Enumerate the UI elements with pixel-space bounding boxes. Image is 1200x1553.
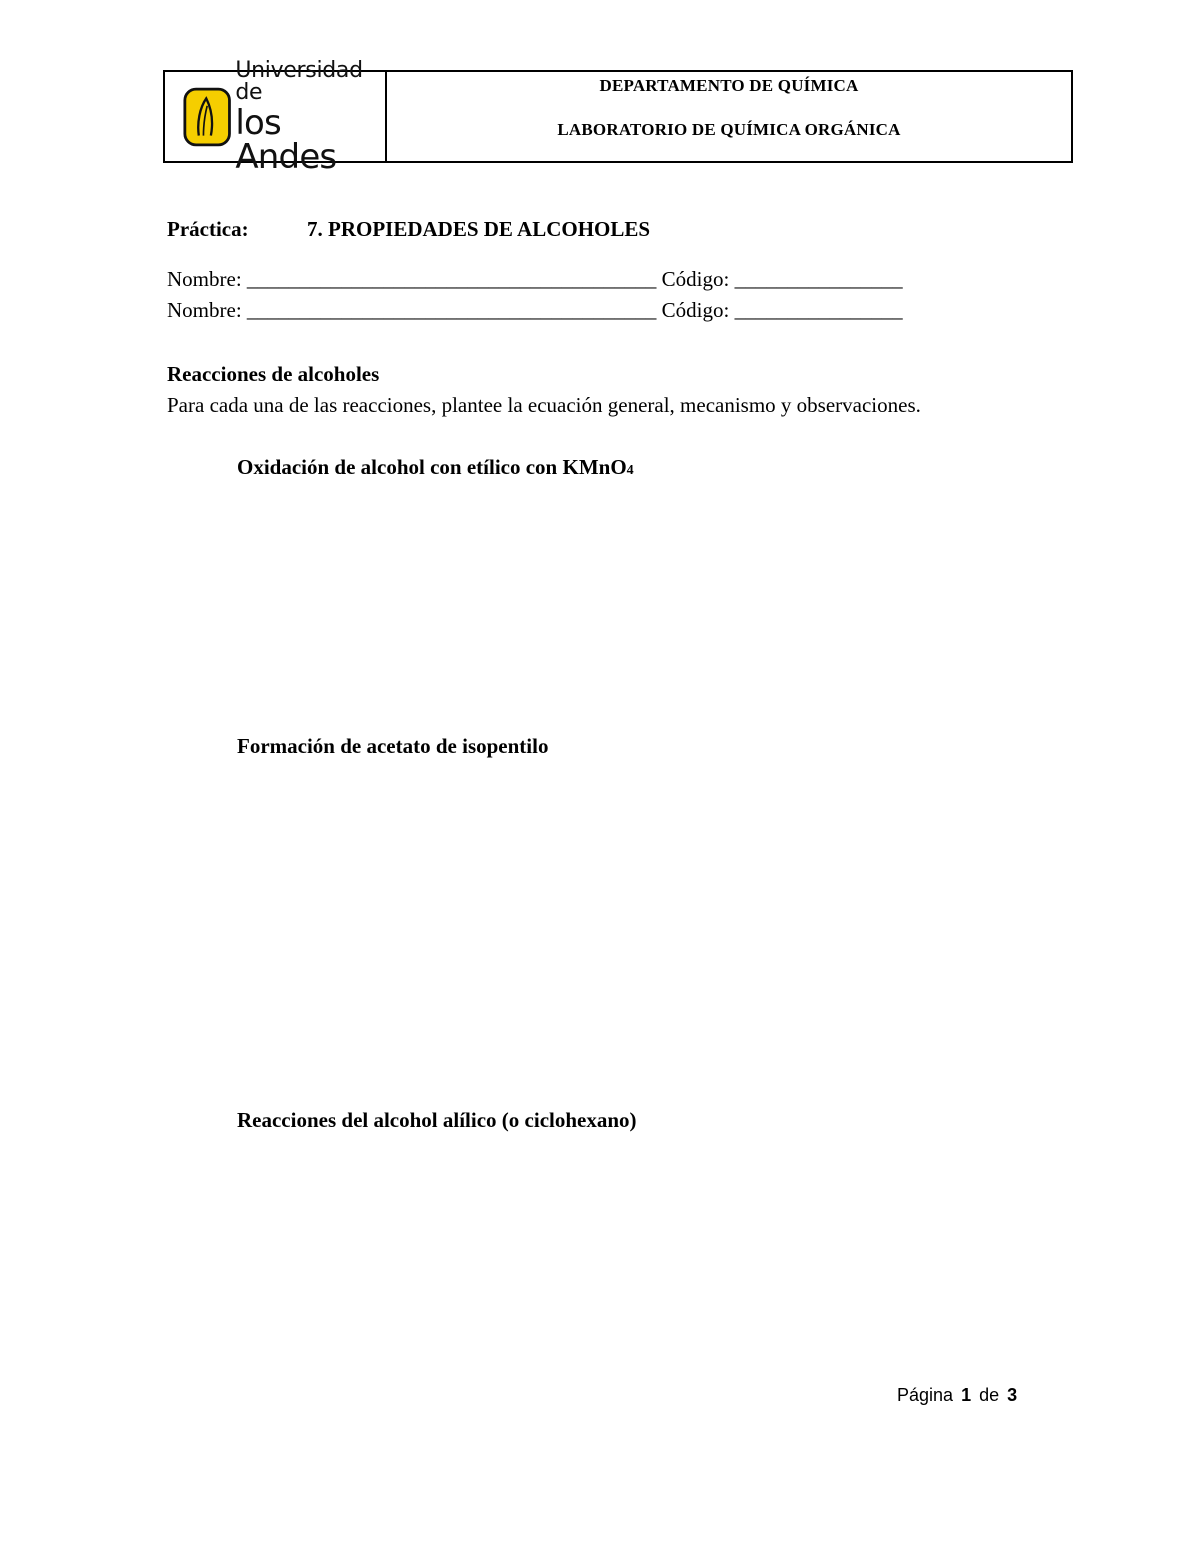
- reaction-heading-1: [237, 455, 634, 480]
- page-total: 3: [1007, 1385, 1018, 1405]
- section-description: Para cada una de las reacciones, plantee la ecuación general, mecanismo y observaciones.: [167, 393, 921, 417]
- code-blank-field: ________________: [734, 298, 903, 322]
- section-title: Reacciones de alcoholes: [167, 362, 380, 386]
- laboratory-name: LABORATORIO DE QUÍMICA ORGÁNICA: [557, 120, 901, 139]
- page-word: Página: [897, 1385, 954, 1405]
- university-wordmark: [235, 57, 385, 177]
- logo-line-1: Universidad de: [235, 57, 363, 105]
- department-cell: [387, 72, 1071, 161]
- department-name: DEPARTAMENTO DE QUÍMICA: [599, 76, 859, 95]
- page-footer: [897, 1385, 1017, 1406]
- name-label: Nombre:: [167, 298, 242, 322]
- code-blank-field: ________________: [734, 267, 903, 291]
- student-row-1: [167, 267, 903, 292]
- university-shield-icon: [183, 85, 231, 149]
- reaction-heading-subscript: 4: [626, 463, 634, 478]
- practice-title: 7. PROPIEDADES DE ALCOHOLES: [307, 217, 651, 241]
- name-blank-field: _______________________________________: [246, 267, 657, 291]
- reaction-heading-text: Oxidación de alcohol con etílico con KMnO: [237, 455, 627, 479]
- logo-line-2: los Andes: [235, 102, 337, 177]
- name-blank-field: _______________________________________: [246, 298, 657, 322]
- code-label: Código:: [661, 298, 730, 322]
- student-row-2: [167, 298, 903, 323]
- page-number: 1: [961, 1385, 972, 1405]
- reaction-heading-2: Formación de acetato de isopentilo: [237, 734, 549, 758]
- name-label: Nombre:: [167, 267, 242, 291]
- university-logo: [165, 57, 387, 177]
- reaction-heading-3: Reacciones del alcohol alílico (o ciclohexano): [237, 1108, 637, 1132]
- header-table: [163, 57, 1073, 177]
- practice-label: Práctica:: [167, 217, 249, 241]
- code-label: Código:: [661, 267, 730, 291]
- of-word: de: [979, 1385, 1000, 1405]
